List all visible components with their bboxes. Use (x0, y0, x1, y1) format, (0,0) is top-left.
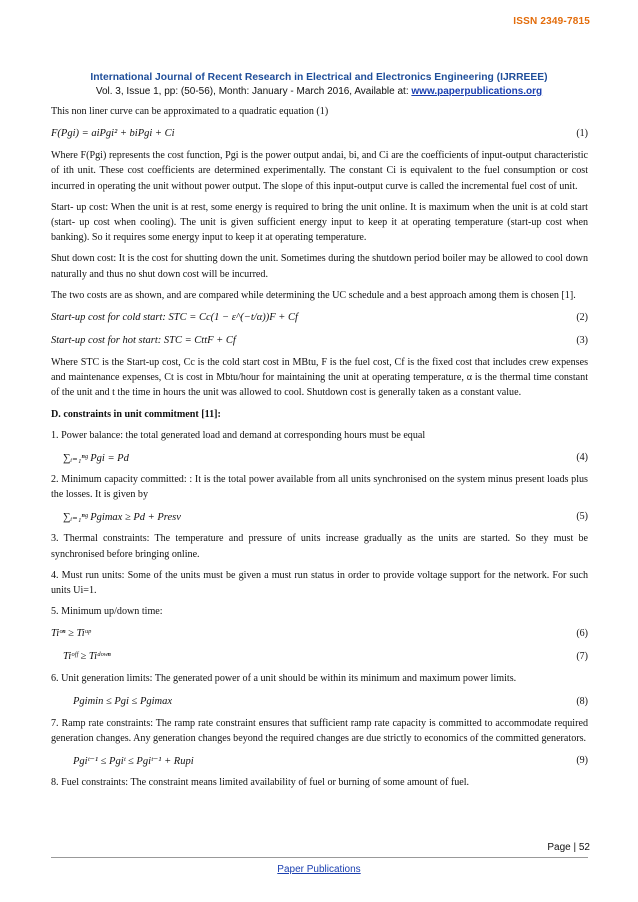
list-item-generation-limits: 6. Unit generation limits: The generated power of a unit should be within its minimum and maximum power limits. (51, 673, 517, 685)
section-heading-constraints: D. constraints in unit commitment [11]: (51, 408, 221, 420)
equation-1 (51, 125, 588, 142)
equation-3-number: (3) (576, 335, 588, 347)
list-item-must-run: 4. Must run units: Some of the units must be given a must run status in order to provide voltage support for the network. For such units Ui=1. (51, 569, 588, 597)
equation-9 (51, 752, 588, 769)
footer-divider (51, 857, 588, 858)
list-item-min-capacity: 2. Minimum capacity committed: : It is the total power available from all units synchronised on the system minus present loads plus the losses. It is given by (51, 474, 588, 501)
equation-5 (51, 508, 588, 525)
equation-2 (51, 309, 588, 326)
journal-title: International Journal of Recent Research in Electrical and Electronics Engineering (IJRREEE) (90, 72, 548, 83)
equation-7 (51, 648, 588, 665)
paper-body (51, 104, 588, 796)
issn-label: ISSN 2349-7815 (513, 16, 590, 27)
equation-2-number: (2) (576, 312, 588, 324)
list-item-fuel: 8. Fuel constraints: The constraint means limited availability of fuel or burning of some amount of fuel. (51, 777, 470, 789)
paragraph-startup-cost: Start- up cost: When the unit is at rest, some energy is required to bring the unit online. It is maximum when the unit is at cold start (start- up cost when cooling). The unit is given sufficient energy input to keep it at operating temperature (start-up cost when banking). So it requires some energy input to keep it at operating temperature. (51, 201, 588, 244)
list-item-min-up-down: 5. Minimum up/down time: (51, 606, 163, 618)
list-item-ramp-rate: 7. Ramp rate constraints: The ramp rate constraint ensures that sufficient ramp rate capacity is committed to accommodate required generation changes. Any generation changes beyond the required changes are due strictly to economics of the committed generators. (51, 717, 588, 744)
publisher-link[interactable]: Paper Publications (277, 864, 361, 875)
paragraph-shutdown-cost: Shut down cost: It is the cost for shutting down the unit. Sometimes during the shutdown period boiler may be allowed to cool down naturally and thus no shut down cost will be incurred. (51, 253, 588, 280)
equation-4-number: (4) (576, 452, 588, 464)
journal-meta-text: Vol. 3, Issue 1, pp: (50-56), Month: January - March 2016, Available at: (95, 86, 412, 97)
equation-9-number: (9) (576, 755, 588, 767)
equation-6-expr: Tiᵒⁿ ≥ Tiᵘᵖ (51, 628, 91, 640)
journal-url-link[interactable]: www.paperpublications.org (411, 86, 543, 97)
list-item-thermal: 3. Thermal constraints: The temperature and pressure of units increase gradually as the units are started. So they must be synchronised before bringing online. (51, 533, 588, 560)
equation-6-number: (6) (576, 628, 588, 640)
equation-4-expr: ∑ᵢ₌₁ⁿᵍ Pgi = Pd (63, 452, 129, 464)
equation-7-number: (7) (576, 651, 588, 663)
equation-8-number: (8) (576, 695, 588, 707)
page-number: Page | 52 (547, 842, 590, 853)
equation-8-expr: Pgimin ≤ Pgi ≤ Pgimax (73, 695, 173, 707)
equation-6 (51, 625, 588, 642)
equation-5-expr: ∑ᵢ₌₁ⁿᵍ Pgimax ≥ Pd + Presv (63, 511, 181, 523)
equation-5-number: (5) (576, 511, 588, 523)
equation-4 (51, 449, 588, 466)
equation-1-expr: F(Pgi) = aiPgi² + biPgi + Ci (51, 128, 175, 140)
equation-2-expr: Start-up cost for cold start: STC = Cc(1 − ε^(−t/α))F + Cf (51, 312, 298, 324)
equation-3 (51, 332, 588, 349)
paragraph-startup-definitions: Where STC is the Start-up cost, Cc is the cold start cost in MBtu, F is the fuel cost, Cf is the fixed cost that includes crew expenses and maintenance expenses, Ct is cost in Mbtu/hour for maintaining the unit at operating temperature, α is the thermal time constant of the unit and t the time in hours the unit was allowed to cool. Shutdown cost is generally taken as a constant value. (51, 357, 588, 399)
equation-3-expr: Start-up cost for hot start: STC = CttF + Cf (51, 335, 236, 347)
equation-9-expr: Pgiᵗ⁻¹ ≤ Pgiᵗ ≤ Pgiᵗ⁻¹ + Rupi (73, 755, 194, 767)
journal-meta (0, 86, 638, 97)
paragraph-cost-function: Where F(Pgi) represents the cost function, Pgi is the power output andai, bi, and Ci are the coefficients of input-output characteristic of ith unit. These cost coefficients are determined experimentally. The constant Ci is equivalent to the fuel consumption or cost incurred in operating the unit without power output. The slope of this input-output curve is called the incremental fuel cost of unit. (51, 150, 588, 192)
equation-1-number: (1) (576, 128, 588, 140)
equation-8 (51, 693, 588, 710)
paragraph-two-costs: The two costs are as shown, and are compared while determining the UC schedule and a best approach among them is chosen [1]. (51, 289, 576, 301)
equation-7-expr: Tiᵒᶠᶠ ≥ Tiᵈᵒʷⁿ (63, 651, 111, 663)
paragraph-approximation: This non liner curve can be approximated to a quadratic equation (1) (51, 106, 329, 117)
list-item-power-balance: 1. Power balance: the total generated load and demand at corresponding hours must be equal (51, 429, 426, 441)
